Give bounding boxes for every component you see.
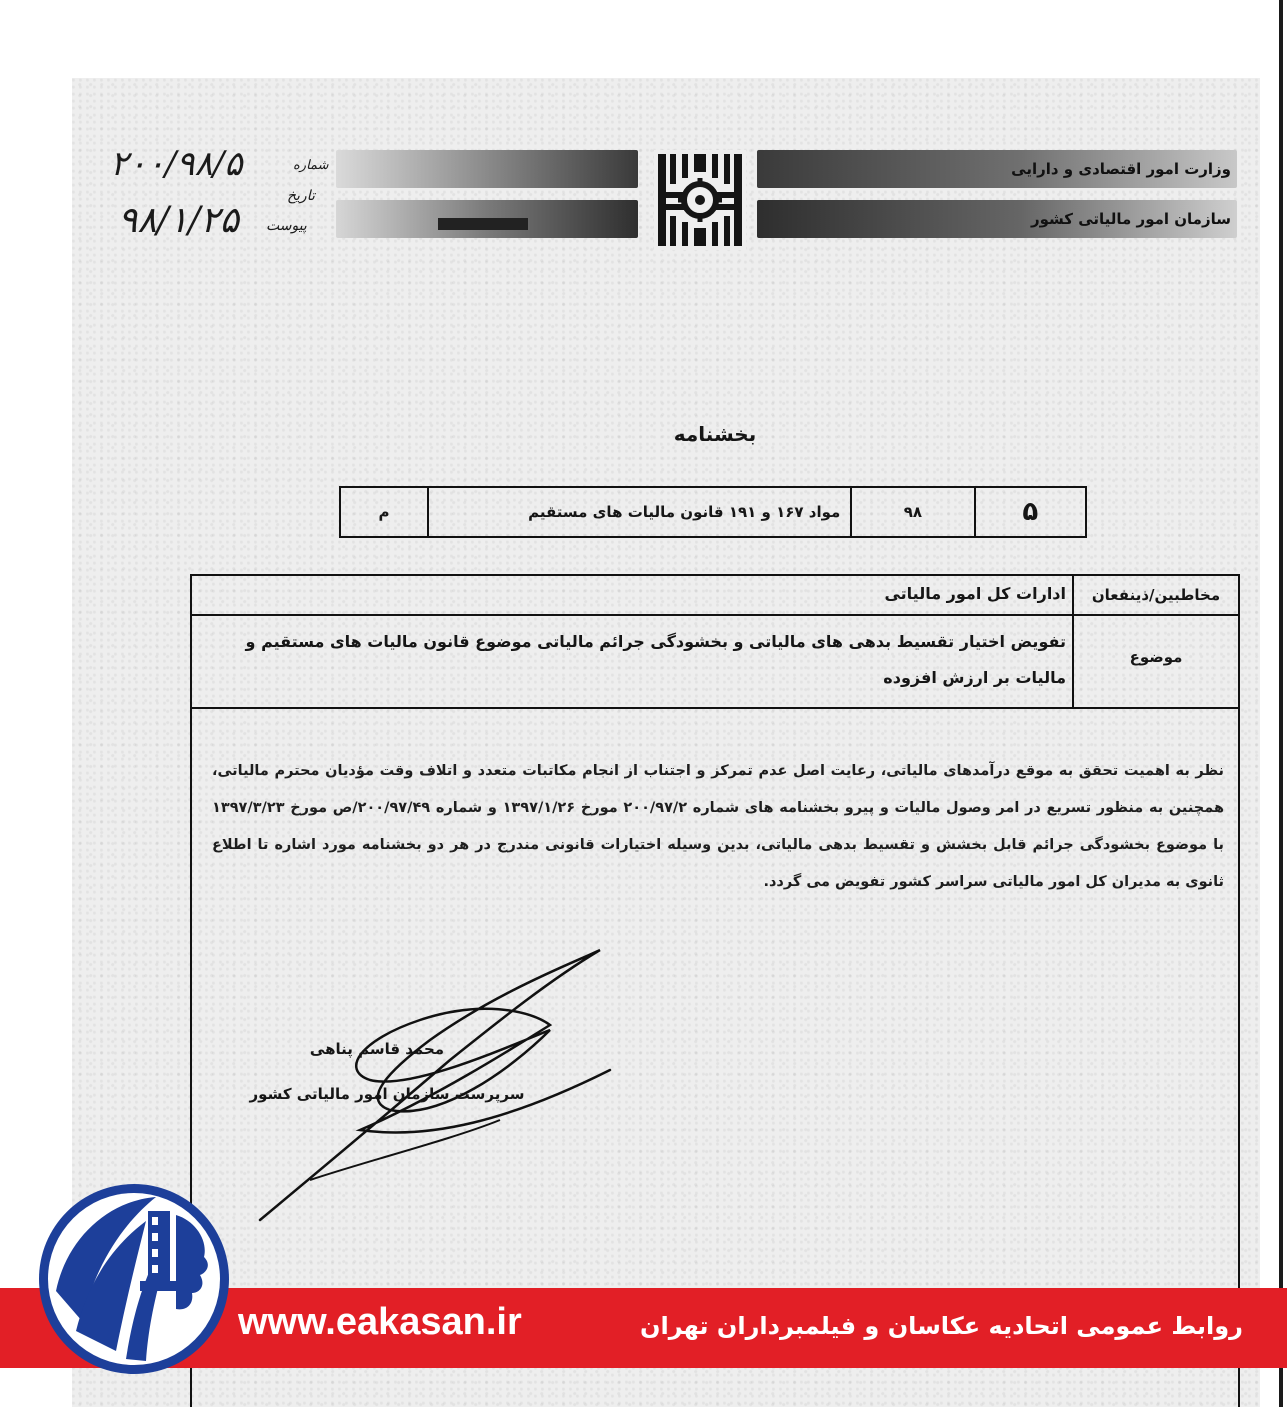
- letterhead-left-bar-top: [336, 150, 638, 188]
- letter-date: ۹۸/۱/۲۵: [118, 200, 239, 241]
- handwritten-signature: [250, 930, 620, 1230]
- label-column-divider: [1072, 574, 1074, 708]
- number-label: شماره: [293, 158, 329, 173]
- subject-value: تفویض اختیار تقسیط بدهی های مالیاتی و بخشودگی جرائم مالیاتی موضوع قانون مالیات های مستقیم و مالیات بر ارزش افزوده: [245, 632, 1066, 687]
- circular-body: نظر به اهمیت تحقق به موقع درآمدهای مالیاتی، رعایت اصل عدم تمرکز و اجتناب از انجام مکاتبات متعدد و اتلاف وقت مؤدیان محترم مالیاتی، همچنین به منظور تسریع در امر وصول مالیات و پیرو بخشنامه های شماره ۲۰۰/۹۷/۲ مورخ ۱۳۹۷/۱/۲۶ و شماره ۲۰۰/۹۷/۴۹/ص مورخ ۱۳۹۷/۳/۲۳ با موضوع بخشودگی جرائم قابل بخشش و تقسیط بدهی مالیاتی، بدین وسیله اختیارات قانونی مندرج در هر دو بخشنامه مورد اشاره تا اطلاع ثانوی به مدیران کل امور مالیاتی سراسر کشور تفویض می گردد.: [212, 763, 1224, 890]
- letterhead-org-bar: [757, 200, 1237, 238]
- circular-subject-ref: مواد ۱۶۷ و ۱۹۱ قانون مالیات های مستقیم: [428, 487, 851, 537]
- date-label: تاریخ: [287, 188, 315, 204]
- subject-label: موضوع: [1129, 648, 1183, 666]
- signatory-name: محمد قاسم پناهی: [309, 1040, 445, 1058]
- ministry-line: وزارت امور اقتصادی و دارایی: [1011, 160, 1231, 178]
- circular-type: م: [340, 487, 428, 537]
- circular-year: ۹۸: [851, 487, 974, 537]
- addressee-value: ادارات کل امور مالیاتی: [884, 584, 1066, 603]
- attachment-label: پیوست: [266, 218, 307, 234]
- document-title: بخشنامه: [673, 422, 757, 446]
- circular-id-table: [339, 486, 1087, 538]
- banner-url: www.eakasan.ir: [238, 1301, 522, 1343]
- signatory-title: سرپرست سازمان امور مالیاتی کشور: [249, 1085, 525, 1103]
- row-divider-1: [190, 614, 1240, 616]
- letter-number: ۲۰۰/۹۸/۵: [110, 144, 243, 184]
- letterhead-ministry-bar: [757, 150, 1237, 188]
- org-line: سازمان امور مالیاتی کشور: [1030, 210, 1231, 228]
- row-divider-2: [190, 707, 1240, 709]
- circular-number: ۵: [975, 487, 1087, 537]
- addressee-label: مخاطبین/ذینفعان: [1091, 586, 1221, 604]
- letterhead-small-label: [438, 218, 528, 230]
- banner-text: روابط عمومی اتحادیه عکاسان و فیلمبرداران تهران: [640, 1312, 1243, 1340]
- scan-edge: [1279, 0, 1283, 1407]
- tax-organization-emblem-icon: [652, 148, 748, 252]
- union-logo-icon: [36, 1181, 232, 1377]
